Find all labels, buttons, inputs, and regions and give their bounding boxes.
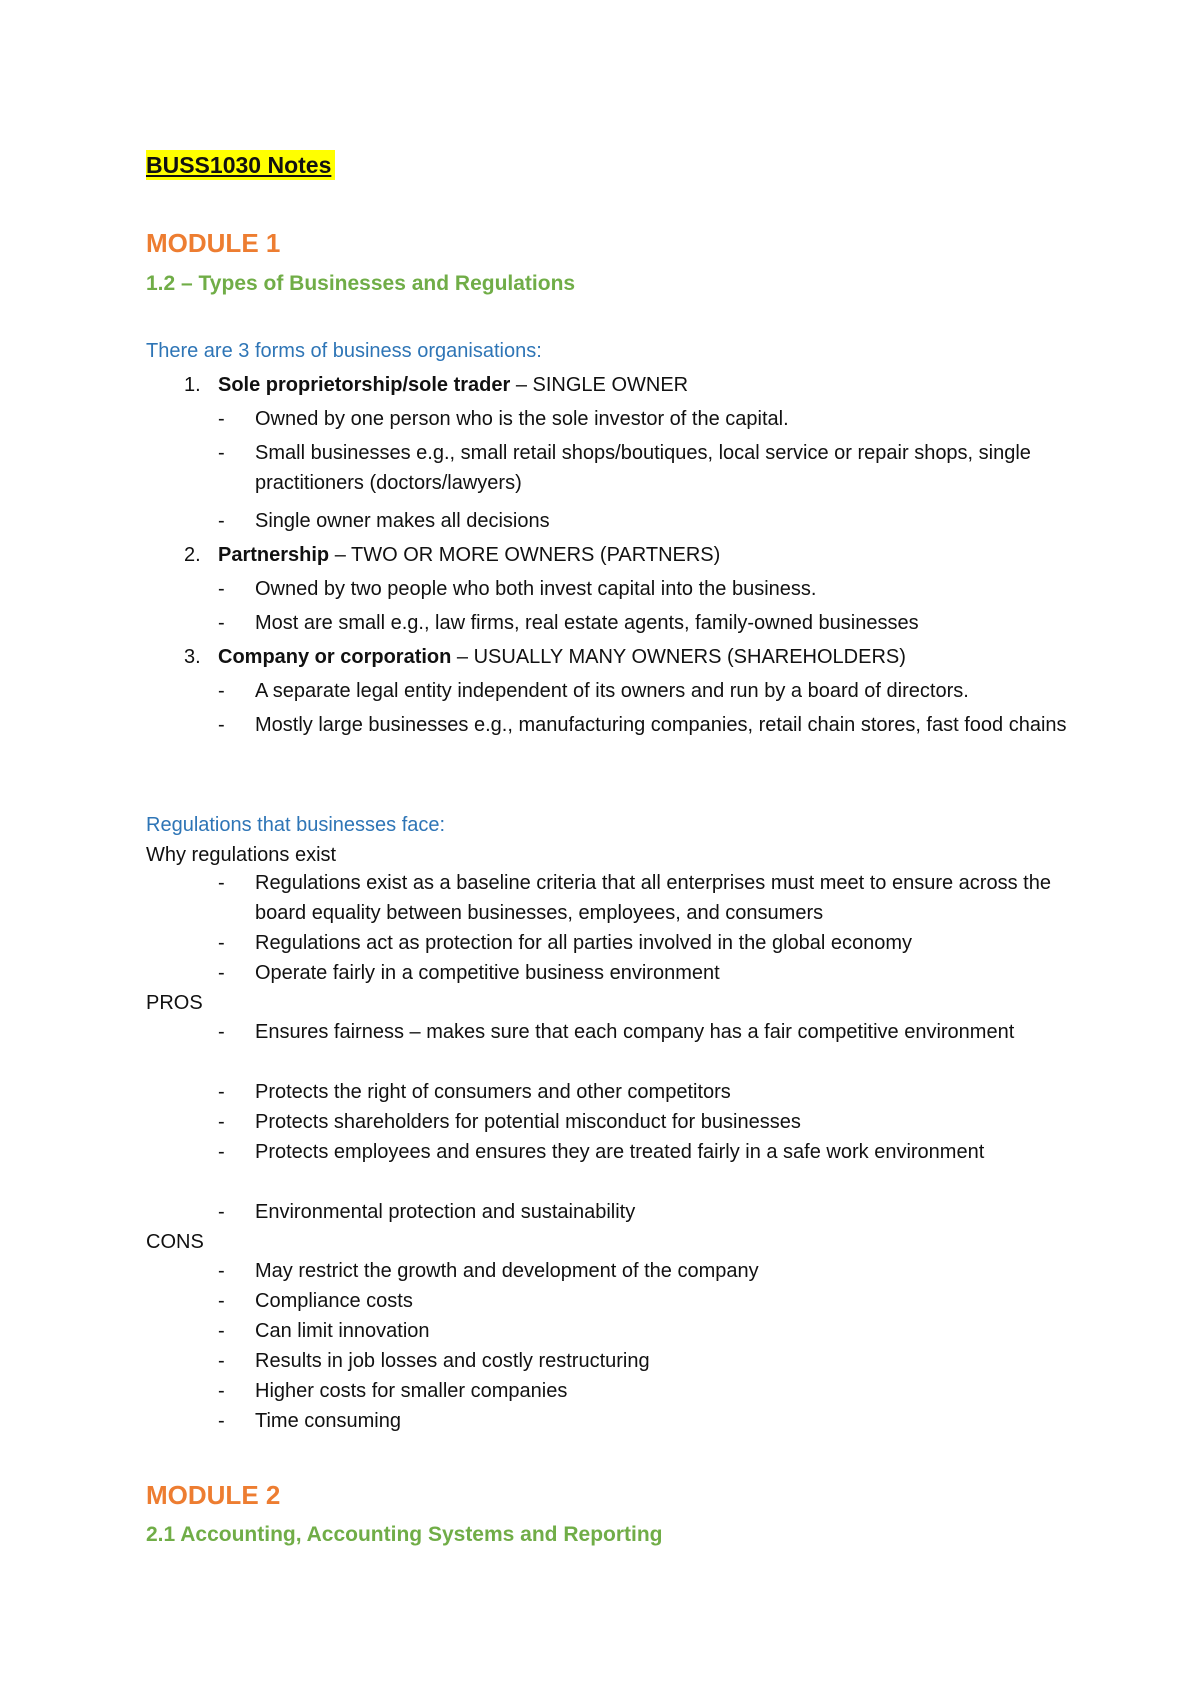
dash-marker: -	[218, 1380, 225, 1402]
dash-marker: -	[218, 510, 225, 532]
list-item: - Small businesses e.g., small retail shops/boutiques, local service or repair shops, single practitioners (doctors/lawyers)	[218, 438, 1078, 498]
cons-label: CONS	[146, 1231, 204, 1253]
dash-marker: -	[218, 442, 225, 464]
dash-marker: -	[218, 408, 225, 430]
form-desc: – TWO OR MORE OWNERS (PARTNERS)	[329, 544, 721, 566]
form-item-3	[184, 644, 906, 670]
forms-heading: There are 3 forms of business organisations:	[146, 340, 542, 362]
form-item-1	[184, 372, 688, 398]
regulations-heading: Regulations that businesses face:	[146, 814, 446, 836]
form-desc: – SINGLE OWNER	[510, 374, 689, 396]
form-desc: – USUALLY MANY OWNERS (SHAREHOLDERS)	[451, 646, 906, 668]
pros-label: PROS	[146, 992, 203, 1014]
list-item: - Owned by one person who is the sole investor of the capital.	[218, 404, 1078, 434]
list-item: - Regulations exist as a baseline criteria that all enterprises must meet to ensure across the board equality between businesses, employees, and consumers	[218, 868, 1078, 928]
list-item: - Most are small e.g., law firms, real estate agents, family-owned businesses	[218, 608, 1078, 638]
dash-marker: -	[218, 1260, 225, 1282]
list-item: - Higher costs for smaller companies	[218, 1376, 1078, 1406]
list-number: 1.	[184, 374, 201, 396]
list-item: - Mostly large businesses e.g., manufacturing companies, retail chain stores, fast food chains	[218, 710, 1078, 740]
module-2-heading: MODULE 2	[146, 1480, 281, 1510]
list-item: - Can limit innovation	[218, 1316, 1078, 1346]
list-item: - Regulations act as protection for all parties involved in the global economy	[218, 928, 1078, 958]
dash-marker: -	[218, 680, 225, 702]
list-item: - Owned by two people who both invest capital into the business.	[218, 574, 1078, 604]
dash-marker: -	[218, 612, 225, 634]
list-item: - Results in job losses and costly restructuring	[218, 1346, 1078, 1376]
dash-marker: -	[218, 872, 225, 894]
form-item-2	[184, 542, 720, 568]
list-number: 2.	[184, 544, 201, 566]
form-name: Company or corporation	[218, 646, 452, 668]
list-item: - Protects the right of consumers and other competitors	[218, 1077, 1078, 1107]
dash-marker: -	[218, 714, 225, 736]
module-1-heading: MODULE 1	[146, 228, 281, 258]
dash-marker: -	[218, 932, 225, 954]
dash-marker: -	[218, 1350, 225, 1372]
why-regulations-label: Why regulations exist	[146, 844, 337, 866]
list-item: - Time consuming	[218, 1406, 1078, 1436]
section-2-1-heading: 2.1 Accounting, Accounting Systems and Reporting	[146, 1523, 663, 1546]
list-item: - Protects employees and ensures they are treated fairly in a safe work environment	[218, 1137, 1078, 1167]
dash-marker: -	[218, 1320, 225, 1342]
dash-marker: -	[218, 1201, 225, 1223]
form-name: Partnership	[218, 544, 330, 566]
list-item: - May restrict the growth and development of the company	[218, 1256, 1078, 1286]
dash-marker: -	[218, 578, 225, 600]
list-item: - Ensures fairness – makes sure that each company has a fair competitive environment	[218, 1017, 1078, 1047]
list-item: - Single owner makes all decisions	[218, 506, 1078, 536]
list-item: - Environmental protection and sustainability	[218, 1197, 1078, 1227]
list-number: 3.	[184, 646, 201, 668]
list-item: - Compliance costs	[218, 1286, 1078, 1316]
form-name: Sole proprietorship/sole trader	[218, 374, 511, 396]
dash-marker: -	[218, 1111, 225, 1133]
section-1-2-heading: 1.2 – Types of Businesses and Regulations	[146, 272, 576, 295]
dash-marker: -	[218, 962, 225, 984]
dash-marker: -	[218, 1081, 225, 1103]
list-item: - Protects shareholders for potential misconduct for businesses	[218, 1107, 1078, 1137]
dash-marker: -	[218, 1021, 225, 1043]
dash-marker: -	[218, 1141, 225, 1163]
dash-marker: -	[218, 1290, 225, 1312]
document-title: BUSS1030 Notes	[146, 150, 335, 180]
dash-marker: -	[218, 1410, 225, 1432]
list-item: - Operate fairly in a competitive business environment	[218, 958, 1078, 988]
list-item: - A separate legal entity independent of its owners and run by a board of directors.	[218, 676, 1078, 706]
